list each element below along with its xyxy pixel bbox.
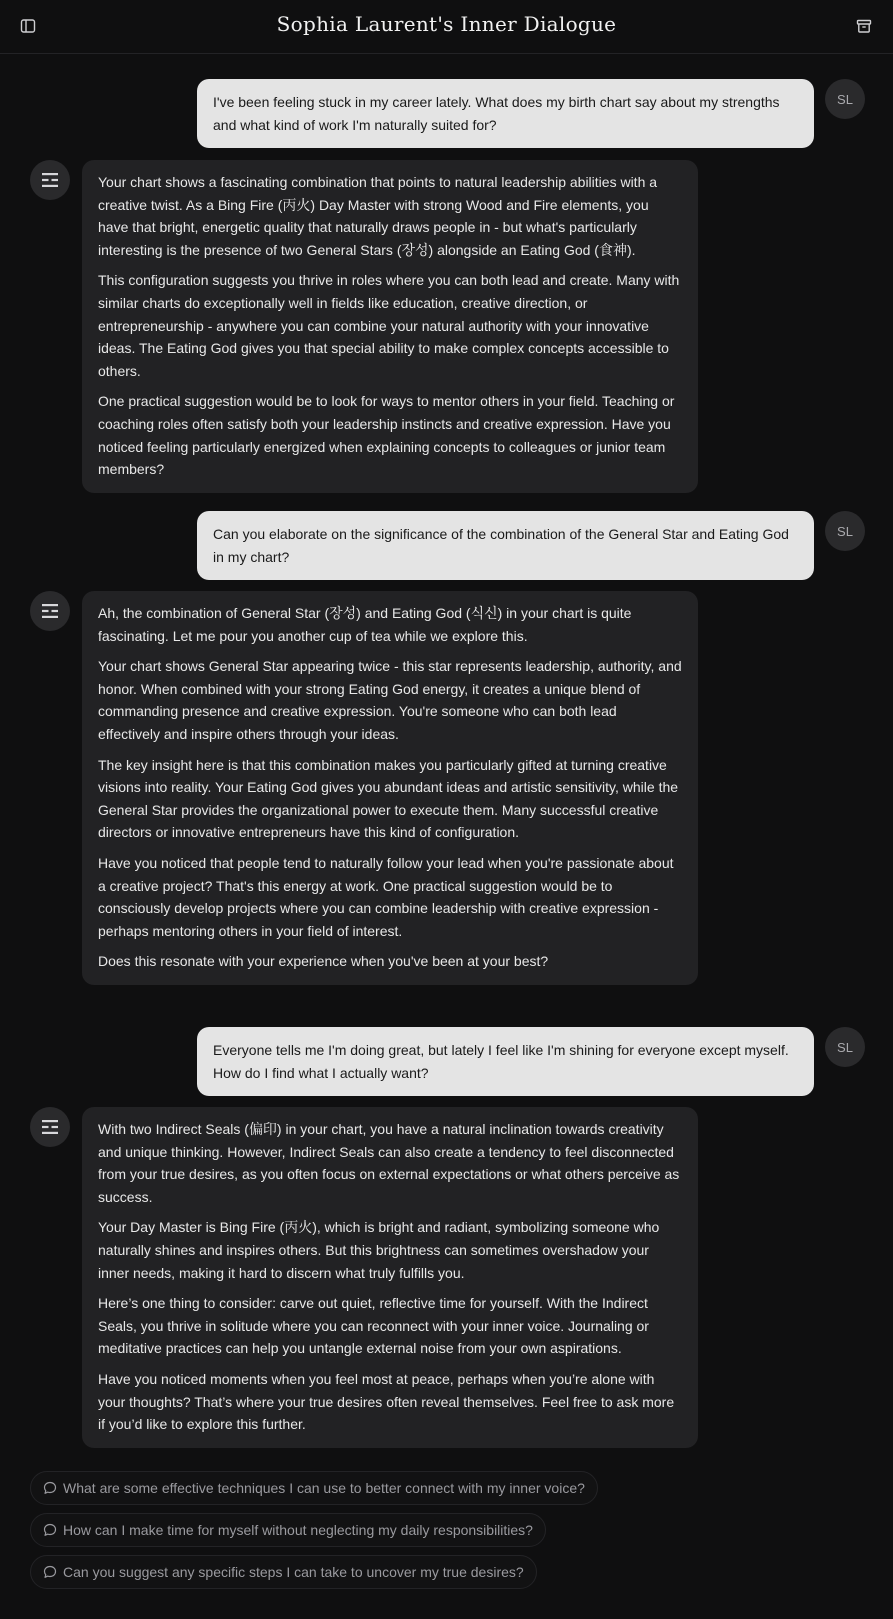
assistant-icon bbox=[42, 604, 58, 618]
assistant-avatar bbox=[30, 591, 70, 631]
assistant-message bbox=[82, 591, 698, 985]
user-message: I've been feeling stuck in my career lately. What does my birth chart say about my strengths and what kind of work I'm naturally suited for? bbox=[197, 79, 814, 148]
archive-button[interactable] bbox=[853, 15, 875, 37]
message-paragraph: Your chart shows a fascinating combination that points to natural leadership abilities with a creative twist. As a Bing Fire (丙火) Day Master with strong Wood and Fire elements, you have that bright, energetic quality that naturally draws people in - but what's particularly interesting is the presence of two General Stars (장성) alongside an Eating God (食神). bbox=[98, 174, 658, 258]
suggestion-chip[interactable] bbox=[30, 1471, 598, 1505]
message-paragraph: The key insight here is that this combination makes you particularly gifted at turning creative visions into reality. Your Eating God gives you abundant ideas and artistic sensitivity, while the General Star provides the organizational power to execute them. Many successful creative directors or innovative entrepreneurs have this kind of configuration. bbox=[98, 756, 679, 841]
assistant-icon bbox=[42, 1120, 58, 1134]
user-message: Everyone tells me I'm doing great, but lately I feel like I'm shining for everyone except myself. How do I find what I actually want? bbox=[197, 1027, 814, 1096]
suggestion-text: How can I make time for myself without neglecting my daily responsibilities? bbox=[63, 1522, 533, 1538]
message-paragraph: One practical suggestion would be to look for ways to mentor others in your field. Teaching or coaching roles often satisfy both your leadership instincts and creative expression. Have you noticed feeling particularly energized when explaining concepts to colleagues or junior team members? bbox=[98, 393, 675, 478]
message-paragraph: Have you noticed that people tend to naturally follow your lead when you're passionate about a creative project? That's this energy at work. One practical suggestion would be to consciously develop projects where you can combine leadership with creative expression - perhaps mentoring others in your field of interest. bbox=[98, 854, 674, 939]
page-title: Sophia Laurent's Inner Dialogue bbox=[276, 12, 617, 36]
assistant-icon bbox=[42, 173, 58, 187]
message-paragraph: This configuration suggests you thrive in roles where you can both lead and create. Many with similar charts do exceptionally well in fields like education, creative direction, or entrepreneurship - anywhere you can combine your natural authority with your innovative ideas. The Eating God gives you that special ability to make complex concepts accessible to others. bbox=[98, 272, 680, 379]
message-paragraph: Have you noticed moments when you feel most at peace, perhaps when you’re alone with your thoughts? That’s where your true desires often reveal themselves. Feel free to ask more if you’d like to explore this further. bbox=[98, 1370, 675, 1433]
message-paragraph: Here’s one thing to consider: carve out quiet, reflective time for yourself. With the Indirect Seals, you thrive in solitude where you can reconnect with your inner voice. Journaling or meditative practices can help you untangle external noise from your own aspirations. bbox=[98, 1295, 649, 1357]
message-paragraph: Your Day Master is Bing Fire (丙火), which is bright and radiant, symbolizing someone who naturally shines and inspires others. But this brightness can sometimes overshadow your inner needs, making it hard to discern what truly fulfills you. bbox=[98, 1219, 660, 1281]
user-avatar: SL bbox=[825, 511, 865, 551]
assistant-avatar bbox=[30, 160, 70, 200]
header bbox=[0, 0, 893, 54]
suggestion-chip[interactable] bbox=[30, 1555, 537, 1589]
message-paragraph: Ah, the combination of General Star (장성) and Eating God (식신) in your chart is quite fascinating. Let me pour you another cup of tea while we explore this. bbox=[98, 605, 632, 644]
message-paragraph: Does this resonate with your experience when you've been at your best? bbox=[98, 953, 549, 970]
assistant-message bbox=[82, 160, 698, 493]
suggestion-text: What are some effective techniques I can use to better connect with my inner voice? bbox=[63, 1480, 585, 1496]
user-message: Can you elaborate on the significance of the combination of the General Star and Eating God in my chart? bbox=[197, 511, 814, 580]
suggestion-text: Can you suggest any specific steps I can take to uncover my true desires? bbox=[63, 1564, 524, 1580]
chat-bubble-icon bbox=[43, 1523, 57, 1537]
assistant-message bbox=[82, 1107, 698, 1448]
chat-bubble-icon bbox=[43, 1481, 57, 1495]
user-avatar: SL bbox=[825, 79, 865, 119]
archive-icon bbox=[856, 18, 872, 34]
message-paragraph: Your chart shows General Star appearing twice - this star represents leadership, authority, and honor. When combined with your strong Eating God energy, it creates a unique blend of commanding presence and creative expression. You're someone who can both lead effectively and inspire others through your ideas. bbox=[98, 658, 682, 742]
user-avatar: SL bbox=[825, 1027, 865, 1067]
assistant-avatar bbox=[30, 1107, 70, 1147]
suggestion-chip[interactable] bbox=[30, 1513, 546, 1547]
chat-bubble-icon bbox=[43, 1565, 57, 1579]
message-paragraph: With two Indirect Seals (偏印) in your chart, you have a natural inclination towards creativity and unique thinking. However, Indirect Seals can also create a tendency to feel disconnected from your true desires, as you often focus on external expectations or what others perceive as success. bbox=[98, 1121, 680, 1205]
